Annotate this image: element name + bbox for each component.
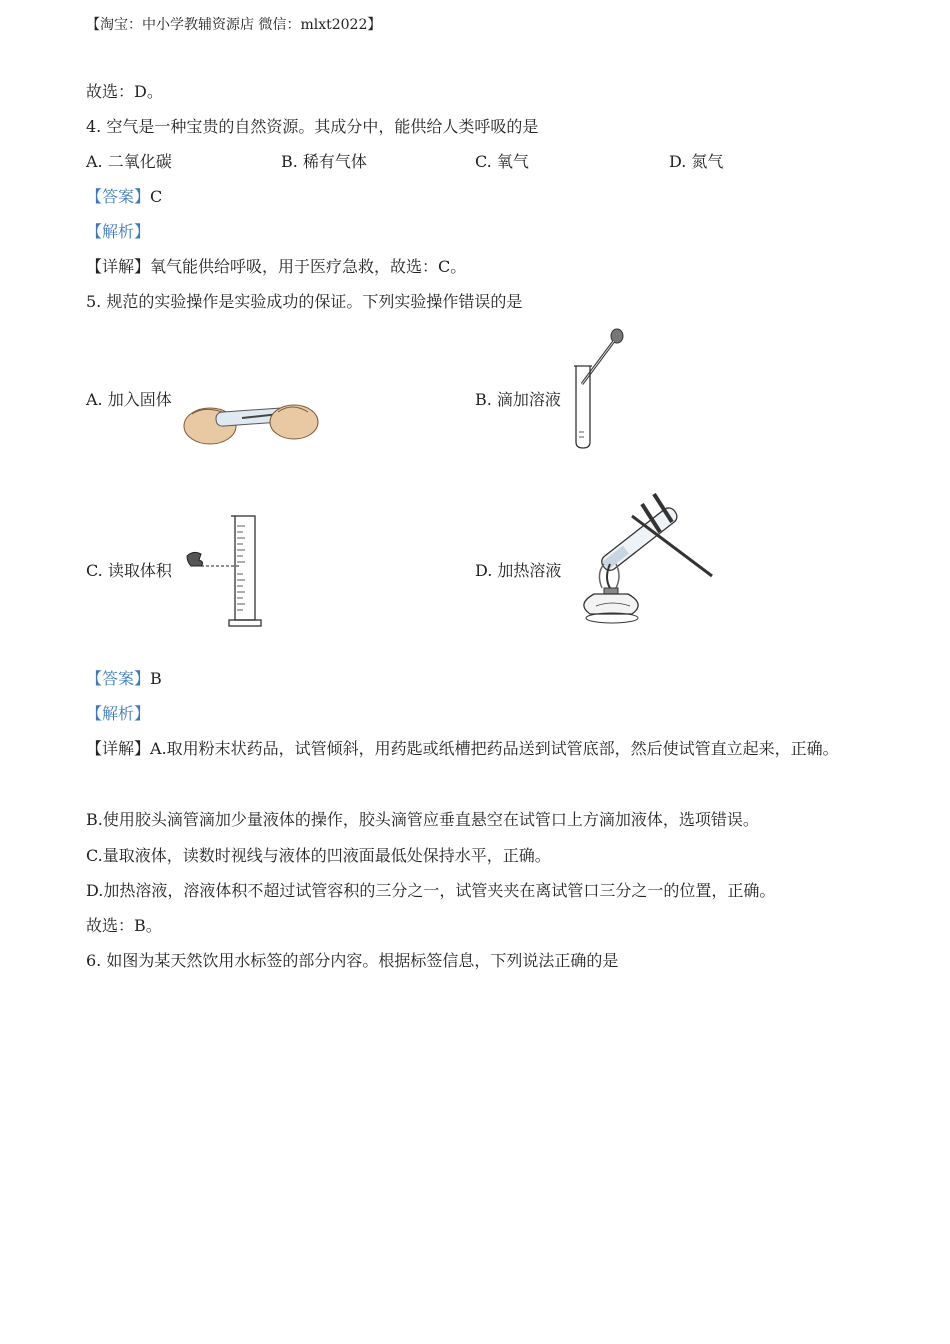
q5-conclusion: 故选：B。 (86, 916, 162, 935)
q5-detail-a-text: A.取用粉末状药品，试管倾斜，用药匙或纸槽把药品送到试管底部，然后使试管直立起来，正确。 (150, 739, 839, 758)
q4-detail (86, 256, 466, 278)
q5-detail-tag: 【详解】 (86, 739, 151, 758)
q5-answer (86, 668, 162, 690)
q4-option-b: B. 稀有气体 (281, 152, 367, 171)
q5-detail-a (86, 738, 839, 760)
q4-option-d: D. 氮气 (669, 152, 724, 171)
page-header: 【淘宝：中小学教辅资源店 微信：mlxt2022】 (86, 17, 382, 33)
q5-analysis-tag: 【解析】 (86, 704, 151, 723)
heat-solution-illustration (576, 488, 716, 630)
read-volume-illustration (183, 512, 273, 630)
q4-answer-value: C (150, 187, 163, 206)
q4-answer-tag: 【答案】 (86, 187, 151, 206)
q4-stem: 4. 空气是一种宝贵的自然资源。其成分中，能供给人类呼吸的是 (86, 117, 539, 136)
q5-detail-b: B.使用胶头滴管滴加少量液体的操作，胶头滴管应垂直悬空在试管口上方滴加液体，选项错误。 (86, 810, 759, 829)
q5-option-b: B. 滴加溶液 (475, 390, 561, 409)
q5-answer-tag: 【答案】 (86, 669, 151, 688)
q4-detail-text: 氧气能供给呼吸，用于医疗急救，故选：C。 (150, 257, 467, 276)
q4-analysis-tag: 【解析】 (86, 222, 151, 241)
q5-detail-c: C.量取液体，读数时视线与液体的凹液面最低处保持水平，正确。 (86, 846, 551, 865)
q5-detail-d: D.加热溶液，溶液体积不超过试管容积的三分之一，试管夹夹在离试管口三分之一的位置，正确。 (86, 881, 776, 900)
q5-answer-value: B (150, 669, 162, 688)
q5-option-d: D. 加热溶液 (475, 561, 562, 580)
q4-answer (86, 186, 162, 208)
q6-stem: 6. 如图为某天然饮用水标签的部分内容。根据标签信息，下列说法正确的是 (86, 951, 619, 970)
drip-solution-illustration (570, 326, 630, 452)
q4-detail-tag: 【详解】 (86, 257, 151, 276)
q4-option-c: C. 氧气 (475, 152, 529, 171)
q5-option-c: C. 读取体积 (86, 561, 172, 580)
previous-conclusion: 故选：D。 (86, 82, 163, 101)
q4-option-a: A. 二氧化碳 (86, 152, 172, 171)
q5-stem: 5. 规范的实验操作是实验成功的保证。下列实验操作错误的是 (86, 292, 523, 311)
q5-option-a: A. 加入固体 (86, 390, 172, 409)
add-solid-illustration (182, 392, 322, 448)
